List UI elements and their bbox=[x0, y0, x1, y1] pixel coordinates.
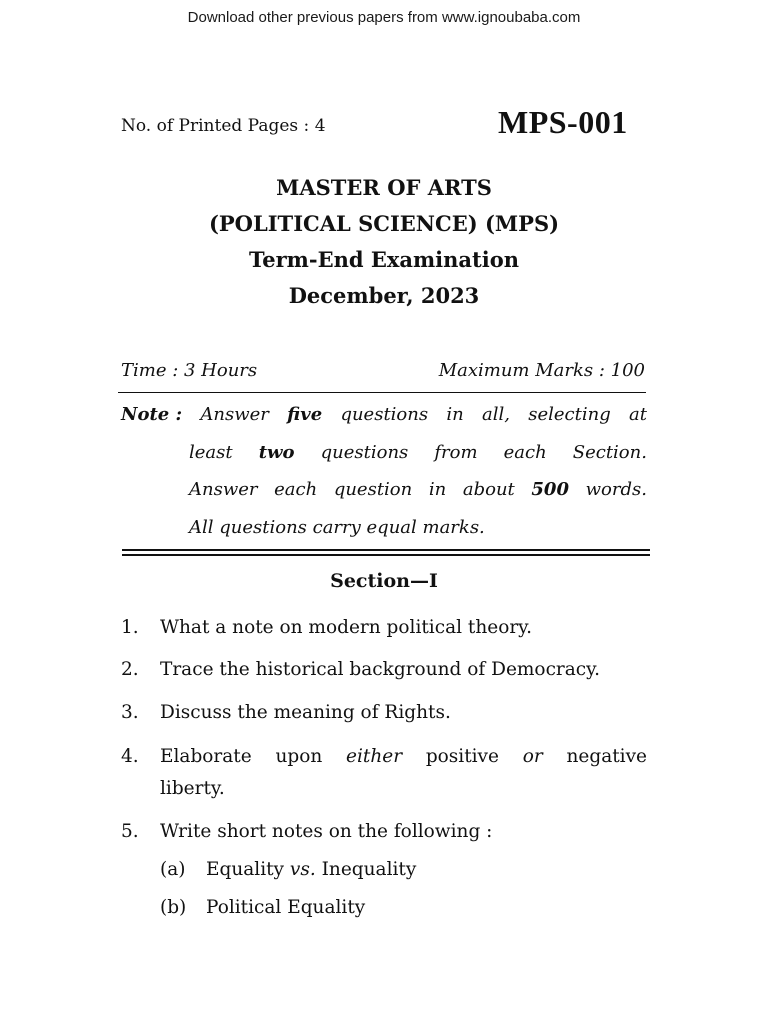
note-word: about bbox=[462, 479, 515, 500]
question-text: Trace the historical background of Democracy. bbox=[160, 659, 601, 680]
question-number: 5. bbox=[121, 821, 139, 842]
note-word: questions bbox=[340, 404, 429, 425]
note-word: selecting bbox=[528, 404, 611, 425]
instructions-note bbox=[121, 401, 647, 551]
question-word: negative bbox=[566, 746, 647, 767]
question-word: either bbox=[346, 746, 403, 767]
note-label: Note : bbox=[121, 404, 183, 425]
printed-pages-count: No. of Printed Pages : 4 bbox=[121, 116, 326, 136]
session-title: December, 2023 bbox=[288, 283, 480, 308]
section-heading: Section—I bbox=[330, 570, 438, 592]
subpart-text-pre: Equality bbox=[206, 859, 290, 880]
question-text: Discuss the meaning of Rights. bbox=[160, 702, 451, 723]
question-2 bbox=[121, 654, 647, 686]
subpart-b bbox=[160, 892, 365, 924]
question-line bbox=[160, 741, 647, 773]
note-word: at bbox=[629, 404, 647, 425]
note-word: from bbox=[434, 441, 478, 463]
question-1 bbox=[121, 612, 647, 644]
note-line-4 bbox=[189, 514, 647, 552]
exam-meta-row bbox=[121, 360, 645, 381]
note-word: least bbox=[189, 441, 233, 463]
question-number: 3. bbox=[121, 702, 139, 723]
question-text: Write short notes on the following : bbox=[160, 821, 493, 842]
note-word: Section. bbox=[572, 441, 647, 463]
question-5 bbox=[121, 816, 647, 848]
degree-title: MASTER OF ARTS bbox=[276, 175, 492, 200]
note-word: Answer bbox=[189, 479, 258, 500]
time-limit: Time : 3 Hours bbox=[121, 360, 258, 381]
subpart-text-italic: vs. bbox=[289, 859, 316, 880]
question-number: 1. bbox=[121, 617, 139, 638]
subpart-a bbox=[160, 854, 416, 886]
question-text bbox=[160, 741, 647, 805]
note-word: all, bbox=[482, 404, 510, 425]
note-emphasis-two: two bbox=[258, 441, 295, 463]
note-word: Answer bbox=[200, 404, 269, 425]
question-word: upon bbox=[275, 746, 323, 767]
maximum-marks: Maximum Marks : 100 bbox=[438, 360, 645, 381]
note-word: in bbox=[428, 479, 447, 500]
question-number: 4. bbox=[121, 746, 139, 767]
note-word: question bbox=[333, 479, 413, 500]
note-line-3 bbox=[189, 476, 647, 514]
note-word: in bbox=[446, 404, 464, 425]
question-word: or bbox=[522, 746, 543, 767]
subject-title: (POLITICAL SCIENCE) (MPS) bbox=[208, 211, 560, 236]
course-code: MPS-001 bbox=[498, 104, 628, 140]
question-3 bbox=[121, 697, 647, 729]
exam-title: Term-End Examination bbox=[248, 247, 519, 272]
subpart-text-post: Inequality bbox=[315, 859, 417, 880]
note-emphasis-five: five bbox=[287, 404, 323, 425]
download-banner: Download other previous papers from www.ignoubaba.com bbox=[187, 9, 581, 26]
note-word: each bbox=[274, 479, 318, 500]
note-emphasis-500: 500 bbox=[531, 479, 569, 500]
note-line-2 bbox=[189, 439, 647, 477]
question-4 bbox=[121, 741, 647, 805]
subpart-label: (a) bbox=[160, 859, 186, 880]
double-divider-top bbox=[122, 549, 650, 551]
note-word: questions bbox=[320, 441, 409, 463]
note-line-1 bbox=[121, 401, 647, 439]
question-word: Elaborate bbox=[160, 746, 252, 767]
note-word: each bbox=[503, 441, 547, 463]
double-divider-bottom bbox=[122, 554, 650, 556]
question-word: positive bbox=[425, 746, 499, 767]
question-line: liberty. bbox=[160, 778, 225, 799]
question-number: 2. bbox=[121, 659, 139, 680]
note-word: words. bbox=[585, 479, 647, 500]
question-text: What a note on modern political theory. bbox=[160, 617, 533, 638]
note-word: All questions carry equal marks. bbox=[189, 516, 485, 538]
subpart-text: Political Equality bbox=[206, 897, 366, 918]
exam-title-block bbox=[0, 170, 768, 314]
header-divider bbox=[118, 392, 646, 393]
subpart-label: (b) bbox=[160, 897, 187, 918]
